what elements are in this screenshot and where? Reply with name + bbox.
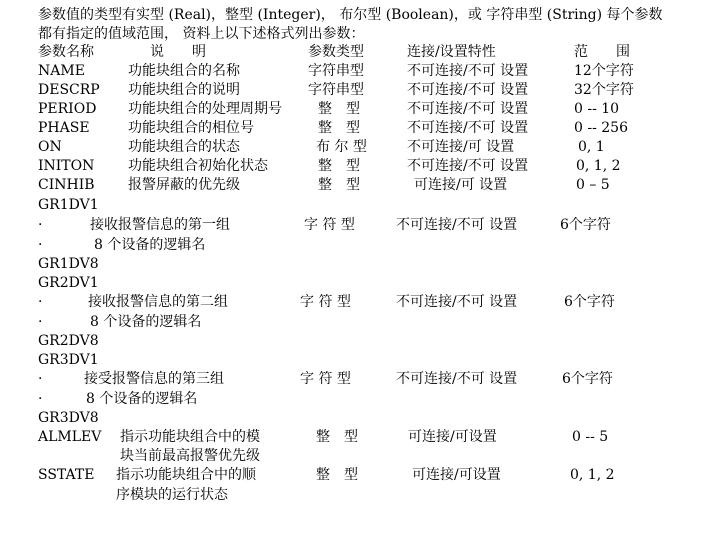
param-range: 12个字符 [574, 63, 634, 79]
param-range: 0 -- 256 [574, 120, 628, 136]
intro-line-1: 参数值的类型有实型 (Real)，整型 (Integer)， 布尔型 (Boolean)，或 字符串型 (String) 每个参数 [38, 7, 663, 23]
group-sub: 8 个设备的逻辑名 [94, 237, 206, 253]
bullet: · [38, 217, 43, 233]
group-end-name: GR3DV8 [38, 410, 99, 426]
group-type: 字 符 型 [304, 217, 355, 233]
param-desc: 功能块组合的相位号 [128, 120, 254, 136]
param-name: CINHIB [38, 177, 95, 193]
header-range: 范 围 [574, 44, 630, 60]
param-range: 0, 1 [578, 139, 605, 155]
intro-line-2: 都有指定的值域范围， 资料上以下述格式列出参数： [38, 26, 365, 42]
param-type: 布 尔 型 [316, 139, 367, 155]
param-range: 0 – 5 [576, 177, 610, 193]
header-desc: 说 明 [150, 44, 206, 60]
group-conn: 不可连接/不可 设置 [396, 371, 518, 387]
group-start-name: GR3DV1 [38, 352, 99, 368]
bullet: · [38, 314, 43, 330]
param-name: NAME [38, 63, 85, 79]
param-desc-line-1: 指示功能块组合中的模 [120, 429, 260, 445]
group-end-name: GR2DV8 [38, 333, 99, 349]
group-start-name: GR2DV1 [38, 275, 99, 291]
group-range: 6个字符 [562, 371, 613, 387]
param-desc: 功能块组合的处理周期号 [128, 101, 282, 117]
param-type: 字符串型 [308, 63, 364, 79]
param-name: INITON [38, 158, 95, 174]
group-desc: 接收报警信息的第一组 [90, 217, 230, 233]
group-start-name: GR1DV1 [38, 197, 99, 213]
param-desc: 功能块组合的状态 [128, 139, 240, 155]
param-range: 0, 1, 2 [576, 158, 621, 174]
group-type: 字 符 型 [300, 294, 351, 310]
param-range: 0 -- 5 [572, 429, 609, 445]
param-desc-line-2: 序模块的运行状态 [116, 487, 228, 503]
param-conn: 不可连接/可 设置 [407, 139, 515, 155]
param-type: 整 型 [318, 177, 360, 193]
group-conn: 不可连接/不可 设置 [396, 294, 518, 310]
param-conn: 可连接/可 设置 [414, 177, 508, 193]
param-type: 整 型 [318, 101, 360, 117]
param-type: 整 型 [316, 467, 358, 483]
param-conn: 不可连接/不可 设置 [407, 101, 529, 117]
param-type: 整 型 [318, 120, 360, 136]
param-conn: 不可连接/不可 设置 [407, 82, 529, 98]
param-desc: 功能块组合初始化状态 [128, 158, 268, 174]
param-range: 0 -- 10 [574, 101, 620, 117]
group-desc: 接收报警信息的第二组 [88, 294, 228, 310]
param-desc-line-2: 块当前最高报警优先级 [120, 448, 260, 464]
param-desc: 功能块组合的名称 [128, 63, 240, 79]
param-desc-line-1: 指示功能块组合中的顺 [116, 467, 256, 483]
group-desc: 接受报警信息的第三组 [84, 371, 224, 387]
header-conn: 连接/设置特性 [407, 44, 496, 60]
group-sub: 8 个设备的逻辑名 [86, 391, 198, 407]
group-end-name: GR1DV8 [38, 256, 99, 272]
header-type: 参数类型 [308, 44, 364, 60]
param-desc: 功能块组合的说明 [128, 82, 240, 98]
bullet: · [38, 371, 43, 387]
bullet: · [38, 294, 43, 310]
param-name: SSTATE [38, 467, 95, 483]
param-conn: 不可连接/不可 设置 [407, 158, 529, 174]
param-name: PHASE [38, 120, 90, 136]
param-desc: 报警屏蔽的优先级 [128, 177, 240, 193]
param-type: 字符串型 [308, 82, 364, 98]
param-name: PERIOD [38, 101, 97, 117]
param-conn: 可连接/可设置 [412, 467, 501, 483]
group-type: 字 符 型 [300, 371, 351, 387]
param-conn: 不可连接/不可 设置 [407, 63, 529, 79]
header-name: 参数名称 [38, 44, 94, 60]
param-range: 32个字符 [574, 82, 634, 98]
param-range: 0, 1, 2 [570, 467, 615, 483]
group-range: 6个字符 [560, 217, 611, 233]
param-name: ALMLEV [38, 429, 102, 445]
param-conn: 可连接/可设置 [408, 429, 497, 445]
param-name: DESCRP [38, 82, 100, 98]
param-type: 整 型 [316, 429, 358, 445]
group-range: 6个字符 [564, 294, 615, 310]
bullet: · [38, 391, 43, 407]
bullet: · [38, 237, 43, 253]
group-sub: 8 个设备的逻辑名 [90, 314, 202, 330]
param-conn: 不可连接/不可 设置 [407, 120, 529, 136]
param-name: ON [38, 139, 62, 155]
param-type: 整 型 [318, 158, 360, 174]
group-conn: 不可连接/不可 设置 [396, 217, 518, 233]
